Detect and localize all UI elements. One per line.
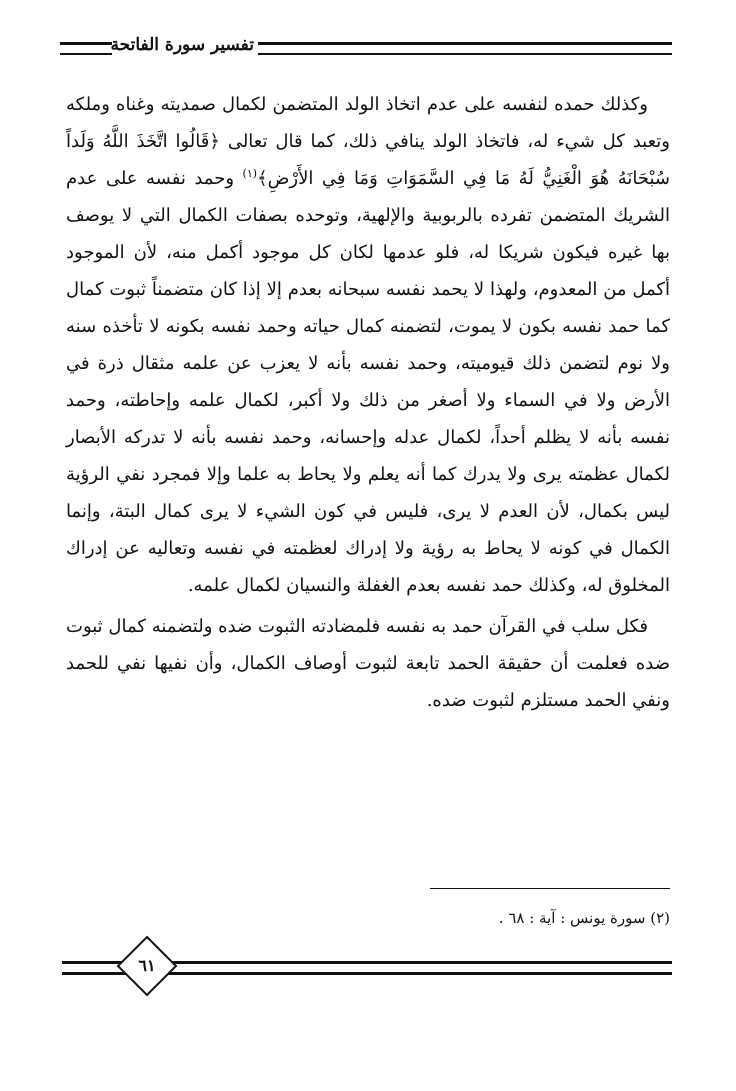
page-number: ٦١	[138, 956, 156, 975]
footnote: (٢) سورة يونس : آية : ٦٨ .	[498, 909, 670, 927]
quran-quote: ﴿قَالُوا اتَّخَذَ اللَّهُ وَلَداً سُبْحَانَهُ هُوَ الْغَنِيُّ لَهُ مَا فِي السَّمَوَاتِ وَمَا فِي الأَرْضِ﴾	[66, 131, 670, 189]
paragraph-2: فكل سلب في القرآن حمد به نفسه فلمضادته الثبوت ضده ولتضمنه كمال ثبوت ضده فعلمت أن حقيقة الحمد تابعة لثبوت أوصاف الكمال، وأن نفيها نفي للحمد ونفي الحمد مستلزم لثبوت ضده.	[66, 616, 670, 711]
paragraph-1-part-1: وكذلك حمده لنفسه على عدم اتخاذ الولد المتضمن لكمال صمديته وغناه وملكه وتعبد كل شيء له، فاتخاذ الولد ينافي ذلك، كما قال تعالى	[66, 94, 670, 152]
running-header-title: تفسير سورة الفاتحة	[110, 35, 254, 55]
header-rule-right	[258, 42, 672, 55]
footnote-reference: (١)	[242, 167, 258, 180]
main-text	[66, 86, 670, 719]
running-header	[60, 30, 672, 60]
paragraph-1	[66, 86, 670, 604]
header-rule-left	[60, 42, 112, 55]
paragraph-1-part-2: وحمد نفسه على عدم الشريك المتضمن تفرده بالربوبية والإلهية، وتوحده بصفات الكمال التي لا يوصف بها غيره فيكون شريكا له، فلو عدمها لكان كل موجود أكمل منه، لأن الموجود أكمل من المعدوم، ولهذا لا يحمد نفسه سبحانه بعدم إلا إذا كان متضمناً ثبوت كمال كما حمد نفسه بكون لا يموت، لتضمنه كمال حياته وحمد نفسه بكونه لا تأخذه سنه ولا نوم لتضمن ذلك قيوميته، وحمد نفسه بأنه لا يعزب عن علمه مثقال ذرة في الأرض ولا في السماء ولا أصغر من ذلك ولا أكبر، لكمال علمه وإحاطته، وحمد نفسه بأنه لا يظلم أحداً، لكمال عدله وإحسانه، وحمد نفسه بأنه لا تدركه الأبصار لكمال عظمته يرى ولا يدرك كما أنه يعلم ولا يحاط به علما وإلا فمجرد نفي الرؤية ليس بكمال، لأن العدم لا يرى، فليس في كون الشيء لا يرى كمال البتة، وإنما الكمال في كونه لا يحاط به رؤية ولا إدراك لعظمته في نفسه وتعاليه عن إدراك المخلوق له، وكذلك حمد نفسه بعدم الغفلة والنسيان لكمال علمه.	[66, 168, 670, 596]
footnote-separator	[430, 888, 670, 889]
